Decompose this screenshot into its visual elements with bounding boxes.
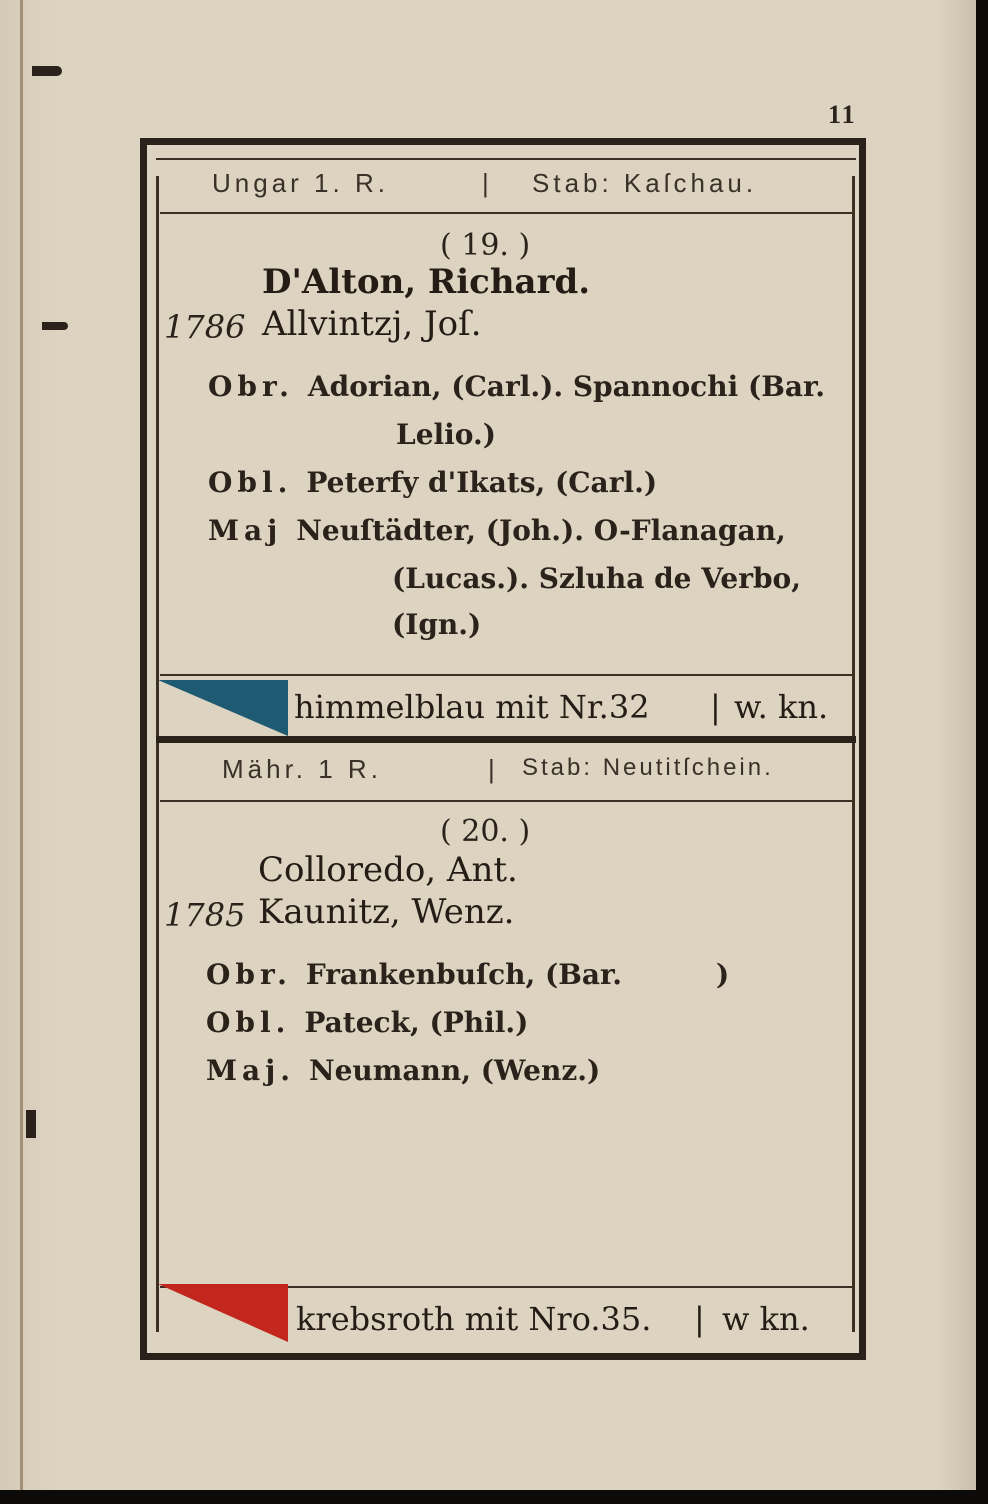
officer-line-obl: Obl. Pateck, (Phil.) [206,1006,529,1039]
officer-line-maj: Maj Neuſtädter, (Joh.). O-Flanagan, [208,514,786,547]
regiment-header-separator: | [488,754,499,784]
regiment-owner-name: D'Alton, Richard. [262,262,591,302]
officer-line-obl: Obl. Peterfy d'Ikats, (Carl.) [208,466,658,499]
regiment-header-left: Ungar 1. R. [212,168,389,198]
officer-line-obr: Obr. Frankenbuſch, (Bar. [206,958,622,991]
red-color-swatch-flag [158,1280,290,1344]
regiment-header-stab: Stab: Neutitſchein. [522,754,774,781]
regiment-second-owner: Allvintzj, Joſ. [262,304,482,344]
button-type-text: w. kn. [734,688,829,726]
regiment-year: 1786 [164,308,246,346]
officer-line-obr-close: ) [716,958,730,991]
facing-color-text: krebsroth mit Nro.35. [296,1300,652,1338]
officer-line-maj-cont2: (Ign.) [392,608,482,641]
facing-color-text: himmelblau mit Nr.32 [294,688,650,726]
regiment-number: ( 20. ) [440,814,531,849]
officer-line-obr-cont: Lelio.) [396,418,496,451]
officer-line-maj: Maj. Neumann, (Wenz.) [206,1054,601,1087]
regiment-header-separator: | [482,168,493,198]
regiment-second-owner: Kaunitz, Wenz. [258,892,515,932]
binding-edge [10,0,38,1490]
footer-separator: | [694,1300,705,1338]
button-type-text: w kn. [722,1300,810,1338]
regiment-number: ( 19. ) [440,228,531,263]
officer-line-obr: Obr. Adorian, (Carl.). Spannochi (Bar. [208,370,825,403]
officer-line-maj-cont1: (Lucas.). Szluha de Verbo, [392,562,801,595]
regiment-owner-name: Colloredo, Ant. [258,850,518,890]
blue-color-swatch-flag [158,676,290,738]
regiment-header-stab: Stab: Kaſchau. [532,168,758,198]
regiment-header-left: Mähr. 1 R. [222,754,382,784]
page-number: 11 [828,100,857,129]
regiment-table-frame [140,138,866,1360]
regiment-year: 1785 [164,896,246,934]
footer-separator: | [710,688,721,726]
